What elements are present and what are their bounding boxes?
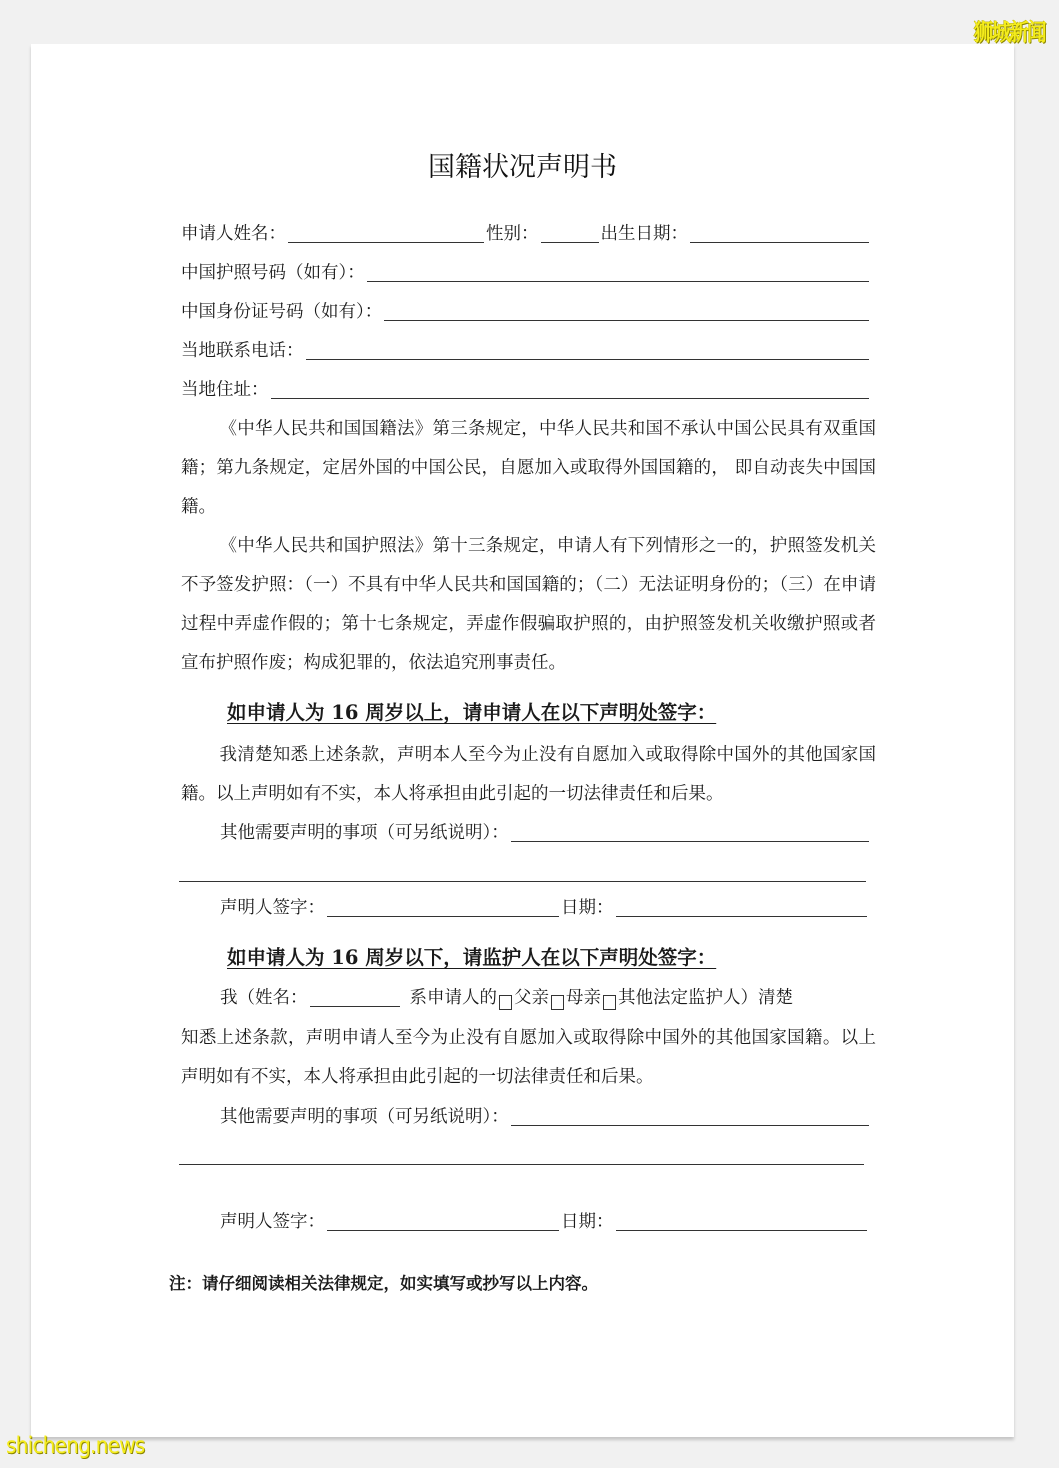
under16-signature-field[interactable] [327,1212,559,1231]
passport-field[interactable] [367,263,869,282]
under16-signature-label: 声明人签字： [220,1212,325,1232]
mother-checkbox[interactable] [551,995,564,1010]
under16-date-field[interactable] [616,1212,868,1231]
passport-law-paragraph: 《中华人民共和国护照法》第十三条规定，申请人有下列情形之一的，护照签发机关不予签发护照：（一）不具有中华人民共和国国籍的；（二）无法证明身份的；（三）在申请过程中弄虚作假的；第十七条规定，弄虚作假骗取护照的，由护照签发机关收缴护照或者宣布护照作废；构成犯罪的，依法追究刑事责任。 [181,536,876,673]
over16-signature-row [220,896,869,920]
dob-field[interactable] [690,224,869,243]
passport-label: 中国护照号码（如有）： [181,263,365,283]
father-checkbox[interactable] [499,995,512,1010]
relation-label: 系申请人的 [409,988,497,1008]
name-label: 申请人姓名： [181,224,286,244]
watermark-bottom: shicheng.news [6,1433,145,1459]
address-row [181,378,871,402]
over16-other-row [220,821,871,845]
dob-label: 出生日期： [600,224,688,244]
other-guardian-option: 其他法定监护人 [618,988,741,1008]
id-row [181,300,871,324]
passport-row [181,261,871,285]
phone-field[interactable] [306,341,870,360]
over16-signature-field[interactable] [327,898,559,917]
applicant-info-row [181,222,871,246]
gender-label: 性别： [486,224,539,244]
under16-heading: 如申请人为 16 周岁以下，请监护人在以下声明处签字： [227,946,717,969]
over16-signature-label: 声明人签字： [220,898,325,918]
under16-other-continuation-line[interactable] [179,1164,864,1165]
name-field[interactable] [288,224,484,243]
under16-other-label: 其他需要声明的事项（可另纸说明）： [220,1107,509,1127]
gender-field[interactable] [541,224,599,243]
under16-signature-row [220,1210,869,1234]
document-title: 国籍状况声明书 [428,152,617,183]
under16-date-label: 日期： [561,1212,614,1232]
over16-heading: 如申请人为 16 周岁以上，请申请人在以下声明处签字： [227,701,717,724]
over16-statement: 我清楚知悉上述条款，声明本人至今为止没有自愿加入或取得除中国外的其他国家国籍。以上声明如有不实，本人将承担由此引起的一切法律责任和后果。 [181,745,876,804]
under16-statement: 知悉上述条款，声明申请人至今为止没有自愿加入或取得除中国外的其他国家国籍。以上声明如有不实，本人将承担由此引起的一切法律责任和后果。 [181,1028,876,1087]
under16-other-field[interactable] [511,1107,869,1126]
id-label: 中国身份证号码（如有）： [181,302,383,322]
over16-other-field[interactable] [511,823,869,842]
mother-option: 母亲 [566,988,601,1008]
over16-date-label: 日期： [561,898,614,918]
address-label: 当地住址： [181,380,269,400]
father-option: 父亲 [514,988,549,1008]
under16-other-row [220,1105,871,1129]
over16-date-field[interactable] [616,898,868,917]
id-field[interactable] [384,302,869,321]
over16-other-label: 其他需要声明的事项（可另纸说明）： [220,823,509,843]
phone-row [181,339,871,363]
guardian-name-label: 我（姓名： [220,988,308,1008]
phone-label: 当地联系电话： [181,341,304,361]
watermark-top: 狮城新闻 [973,20,1045,46]
nationality-law-paragraph: 《中华人民共和国国籍法》第三条规定，中华人民共和国不承认中国公民具有双重国籍；第九条规定，定居外国的中国公民，自愿加入或取得外国国籍的， 即自动丧失中国国籍。 [181,419,876,517]
other-guardian-checkbox[interactable] [603,995,616,1010]
guardian-name-field[interactable] [310,988,400,1007]
over16-other-continuation-line[interactable] [179,881,866,882]
address-field[interactable] [271,380,870,399]
under16-intro-row [220,986,870,1010]
intro-suffix: ）清楚 [740,988,793,1008]
footer-note: 注：请仔细阅读相关法律规定，如实填写或抄写以上内容。 [169,1274,598,1293]
